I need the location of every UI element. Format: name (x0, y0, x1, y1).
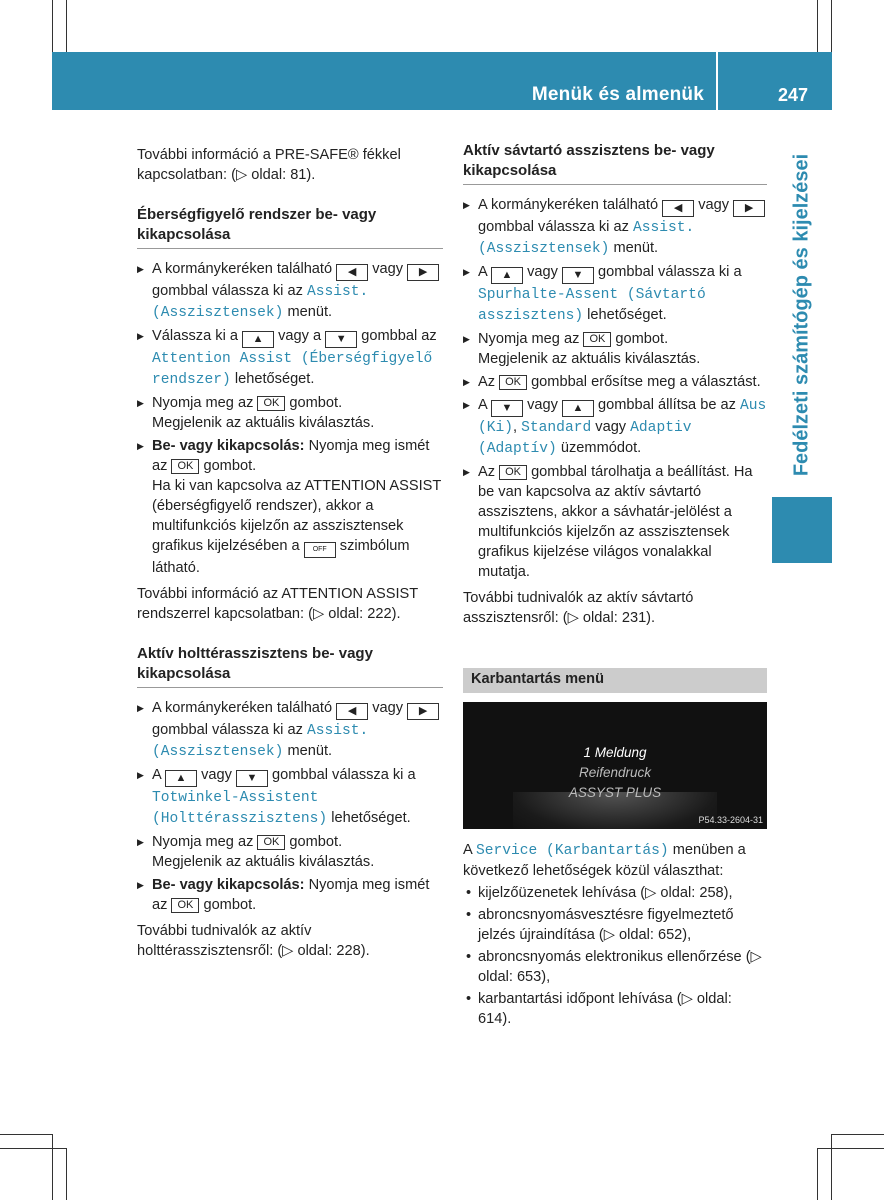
left-column (137, 145, 443, 961)
crop-mark (0, 1134, 52, 1135)
menu-name: Assist. (Asszisztensek) (152, 723, 369, 760)
list-item: • kijelzőüzenetek lehívása (▷ oldal: 258), (463, 883, 767, 903)
right-key-icon: ▶ (733, 200, 765, 217)
crop-mark (0, 1148, 66, 1149)
crop-mark (66, 1148, 67, 1200)
down-key-icon: ▼ (562, 267, 594, 284)
crop-mark (832, 1134, 884, 1135)
intro-paragraph: További információ a PRE-SAFE® fékkel kapcsolatban: (▷ oldal: 81). (137, 147, 401, 183)
instruction-step: ▶ Be- vagy kikapcsolás: Nyomja meg ismét az OK gombot. (137, 875, 443, 915)
left-key-icon: ◀ (336, 264, 368, 281)
sidebar-tab (772, 497, 832, 563)
crop-mark (831, 1134, 832, 1200)
service-menu-text (463, 840, 767, 1029)
sidebar-section-title: Fedélzeti számítógép és kijelzései (790, 153, 813, 477)
ok-key-icon: OK (499, 375, 527, 390)
ok-key-icon: OK (171, 459, 199, 474)
figure-reference: P54.33-2604-31 (698, 815, 763, 825)
instruction-step: ▶ Nyomja meg az OK gombot. Megjelenik az aktuális kiválasztás. (137, 832, 443, 872)
section-banner-title: Karbantartás menü (471, 671, 605, 687)
right-key-icon: ▶ (407, 264, 439, 281)
display-item: ASSYST PLUS (568, 785, 662, 800)
crop-mark (52, 1134, 53, 1200)
instruction-step: ▶ A kormánykeréken található ◀ vagy ▶ gombbal válassza ki az Assist. (Asszisztensek) menüt. (137, 698, 443, 762)
attention-assist-off-icon: OFF (304, 542, 336, 558)
up-key-icon: ▲ (491, 267, 523, 284)
ok-key-icon: OK (499, 465, 527, 480)
crop-mark (831, 0, 832, 52)
option-name: Aus (Ki) (478, 398, 767, 436)
ok-key-icon: OK (583, 332, 611, 347)
instruction-step: ▶ A kormánykeréken található ◀ vagy ▶ gombbal válassza ki az Assist. (Asszisztensek) menüt. (137, 259, 443, 323)
up-key-icon: ▲ (165, 770, 197, 787)
crop-mark (817, 0, 818, 52)
instruction-step: ▶ Nyomja meg az OK gombot. Megjelenik az aktuális kiválasztás. (463, 329, 767, 369)
sidebar-section-label (772, 140, 832, 490)
header-divider (716, 52, 718, 110)
instruction-step: ▶ Az OK gombbal erősítse meg a választást. (463, 372, 767, 392)
down-key-icon: ▼ (491, 400, 523, 417)
option-name: Adaptiv (Adaptív) (478, 420, 692, 457)
page-number: 247 (777, 85, 808, 105)
down-key-icon: ▼ (236, 770, 268, 787)
menu-name: Assist. (Asszisztensek) (152, 284, 369, 321)
right-column (463, 141, 767, 628)
section-banner (463, 668, 767, 693)
up-key-icon: ▲ (242, 331, 274, 348)
crop-mark (817, 1148, 818, 1200)
down-key-icon: ▼ (325, 331, 357, 348)
instruction-step: ▶ Nyomja meg az OK gombot. Megjelenik az aktuális kiválasztás. (137, 393, 443, 433)
instruction-step: ▶ A ▲ vagy ▼ gombbal válassza ki a Totwinkel-Assistent (Holttérasszisztens) lehetőséget. (137, 765, 443, 829)
note-paragraph: További információ az ATTENTION ASSIST rendszerrel kapcsolatban: (▷ oldal: 222). (137, 586, 418, 622)
instruction-step: ▶ Be- vagy kikapcsolás: Nyomja meg ismét az OK gombot. Ha ki van kapcsolva az ATTENTION ASSIST (éberségfigyelő rendszer), akkor a multifunkciós kijelzőn az asszisztensek grafikus kijelzésében a OFF szimbólum látható. (137, 436, 443, 578)
instruction-step: ▶ Válassza ki a ▲ vagy a ▼ gombbal az Attention Assist (Éberségfigyelő rendszer) lehetőséget. (137, 326, 443, 390)
ok-key-icon: OK (171, 898, 199, 913)
right-key-icon: ▶ (407, 703, 439, 720)
option-name: Attention Assist (Éberségfigyelő rendszer) (152, 351, 433, 388)
display-message-count: 1 Meldung (583, 745, 647, 760)
list-item: • abroncsnyomásvesztésre figyelmeztető jelzés újraindítása (▷ oldal: 652), (463, 905, 767, 945)
instruction-step: ▶ A kormánykeréken található ◀ vagy ▶ gombbal válassza ki az Assist. (Asszisztensek) menüt. (463, 195, 767, 259)
service-intro: A Service (Karbantartás) menüben a következő lehetőségek közül választhat: (463, 842, 746, 879)
ok-key-icon: OK (257, 396, 285, 411)
display-item: Reifendruck (578, 765, 652, 780)
ok-key-icon: OK (257, 835, 285, 850)
crop-mark (52, 0, 53, 52)
option-name: Spurhalte-Assent (Sávtartó asszisztens) (478, 287, 706, 324)
list-item: • abroncsnyomás elektronikus ellenőrzése (▷ oldal: 653), (463, 947, 767, 987)
note-paragraph: További tudnivalók az aktív sávtartó asszisztensről: (▷ oldal: 231). (463, 590, 694, 626)
left-key-icon: ◀ (662, 200, 694, 217)
menu-name: Assist. (Asszisztensek) (478, 220, 695, 257)
header-title: Menük és almenük (531, 84, 704, 105)
up-key-icon: ▲ (562, 400, 594, 417)
option-name: Totwinkel-Assistent (Holttérasszisztens) (152, 790, 328, 827)
option-name: Standard (521, 420, 592, 436)
crop-mark (66, 0, 67, 52)
section-heading: Aktív sávtartó asszisztens be- vagy kikapcsolása (463, 141, 767, 185)
instrument-cluster-display (463, 702, 767, 829)
instruction-step: ▶ A ▼ vagy ▲ gombbal állítsa be az Aus (Ki), Standard vagy Adaptiv (Adaptív) üzemmódot. (463, 395, 767, 459)
section-heading: Éberségfigyelő rendszer be- vagy kikapcsolása (137, 205, 443, 249)
instruction-step: ▶ A ▲ vagy ▼ gombbal válassza ki a Spurhalte-Assent (Sávtartó asszisztens) lehetőséget. (463, 262, 767, 326)
list-item: • karbantartási időpont lehívása (▷ oldal: 614). (463, 989, 767, 1029)
instruction-step: ▶ Az OK gombbal tárolhatja a beállítást. Ha be van kapcsolva az aktív sávtartó asszisztens, akkor a sávhatár-jelölést a multifunkciós kijelzőn az asszisztensek grafikus kijelzése világos vonalakkal mutatja. (463, 462, 767, 582)
crop-mark (818, 1148, 884, 1149)
left-key-icon: ◀ (336, 703, 368, 720)
menu-name: Service (Karbantartás) (476, 843, 669, 859)
page-header (52, 52, 832, 110)
note-paragraph: További tudnivalók az aktív holttérasszisztensről: (▷ oldal: 228). (137, 923, 370, 959)
section-heading: Aktív holttérasszisztens be- vagy kikapcsolása (137, 644, 443, 688)
